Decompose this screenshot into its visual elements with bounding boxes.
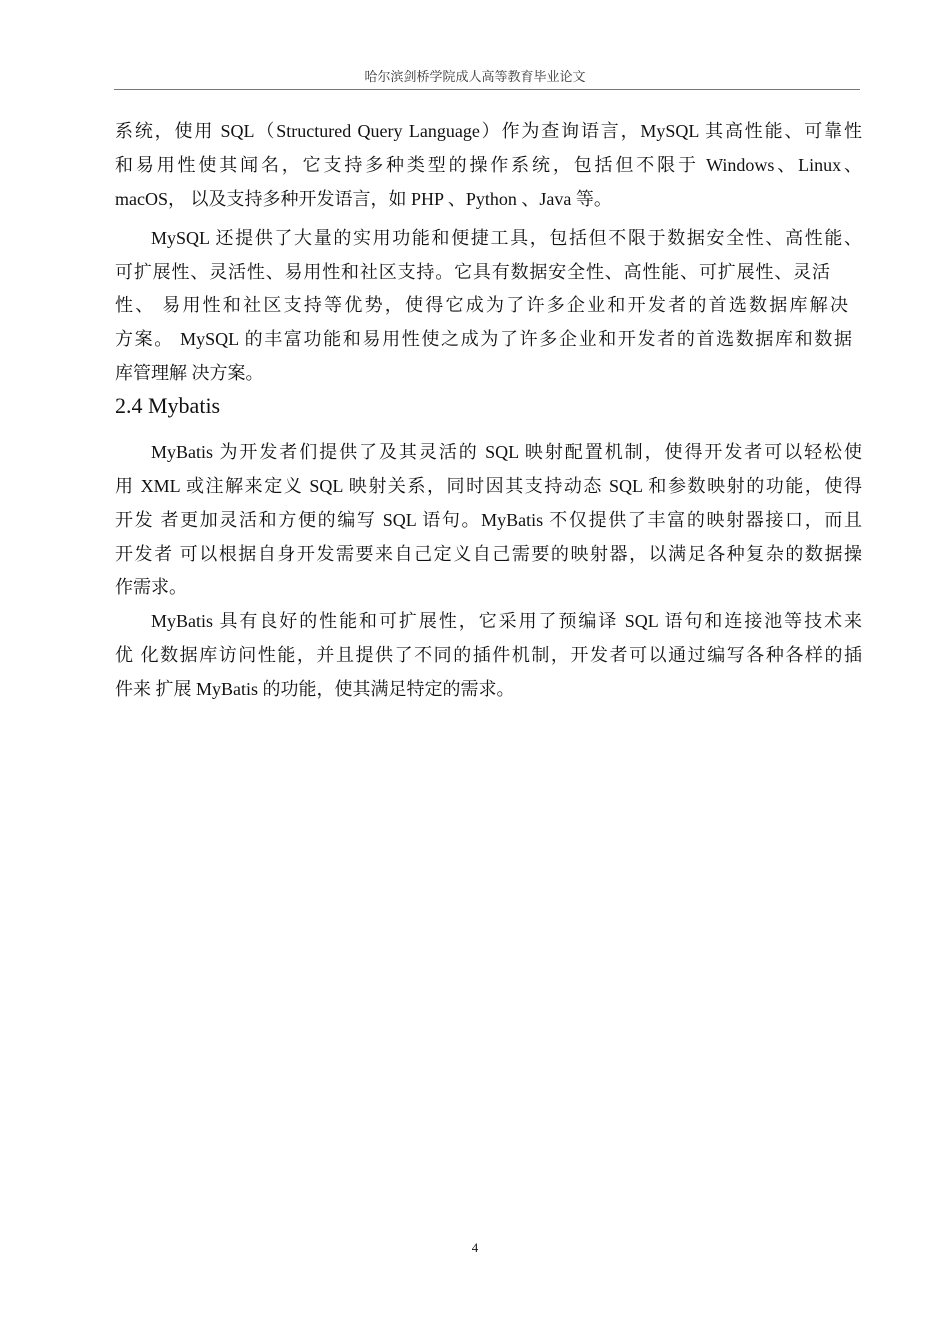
text-line: 件来 扩展 MyBatis 的功能，使其满足特定的需求。 [115,679,515,699]
text-line: 开发者 可以根据自身开发需要来自己定义自己需要的映射器，以满足各种复杂的数据操 [115,544,862,564]
text-line: 开发 者更加灵活和方便的编写 SQL 语句。MyBatis 不仅提供了丰富的映射器接口，而且 [115,510,862,530]
text-line: macOS， 以及支持多种开发语言，如 PHP 、Python 、Java 等。 [115,189,612,209]
text-line: 作需求。 [115,577,187,597]
text-line: 系统，使用 SQL（Structured Query Language）作为查询语言，MySQL 其高性能、可靠性 [115,121,862,141]
text-line: 库管理解 决方案。 [115,363,264,383]
text-line: 性、 易用性和社区支持等优势，使得它成为了许多企业和开发者的首选数据库解决 [115,295,848,315]
text-line: 和易用性使其闻名，它支持多种类型的操作系统，包括但不限于 Windows、Linux、 [115,155,862,175]
text-line: MyBatis 为开发者们提供了及其灵活的 SQL 映射配置机制，使得开发者可以轻松使 [151,442,862,462]
text-line: 可扩展性、灵活性、易用性和社区支持。它具有数据安全性、高性能、可扩展性、灵活 [115,262,830,282]
text-line: 用 XML 或注解来定义 SQL 映射关系，同时因其支持动态 SQL 和参数映射的功能，使得 [115,476,862,496]
text-line: 优 化数据库访问性能，并且提供了不同的插件机制，开发者可以通过编写各种各样的插 [115,645,862,665]
text-line: MySQL 还提供了大量的实用功能和便捷工具，包括但不限于数据安全性、高性能、 [151,228,862,248]
text-line: 方案。 MySQL 的丰富功能和易用性使之成为了许多企业和开发者的首选数据库和数据 [115,329,852,349]
page-header: 哈尔滨剑桥学院成人高等教育毕业论文 [364,69,586,84]
header-divider [114,89,860,90]
section-heading: 2.4 Mybatis [115,393,221,418]
text-line: MyBatis 具有良好的性能和可扩展性，它采用了预编译 SQL 语句和连接池等技术来 [151,611,862,631]
page-number: 4 [471,1240,479,1255]
